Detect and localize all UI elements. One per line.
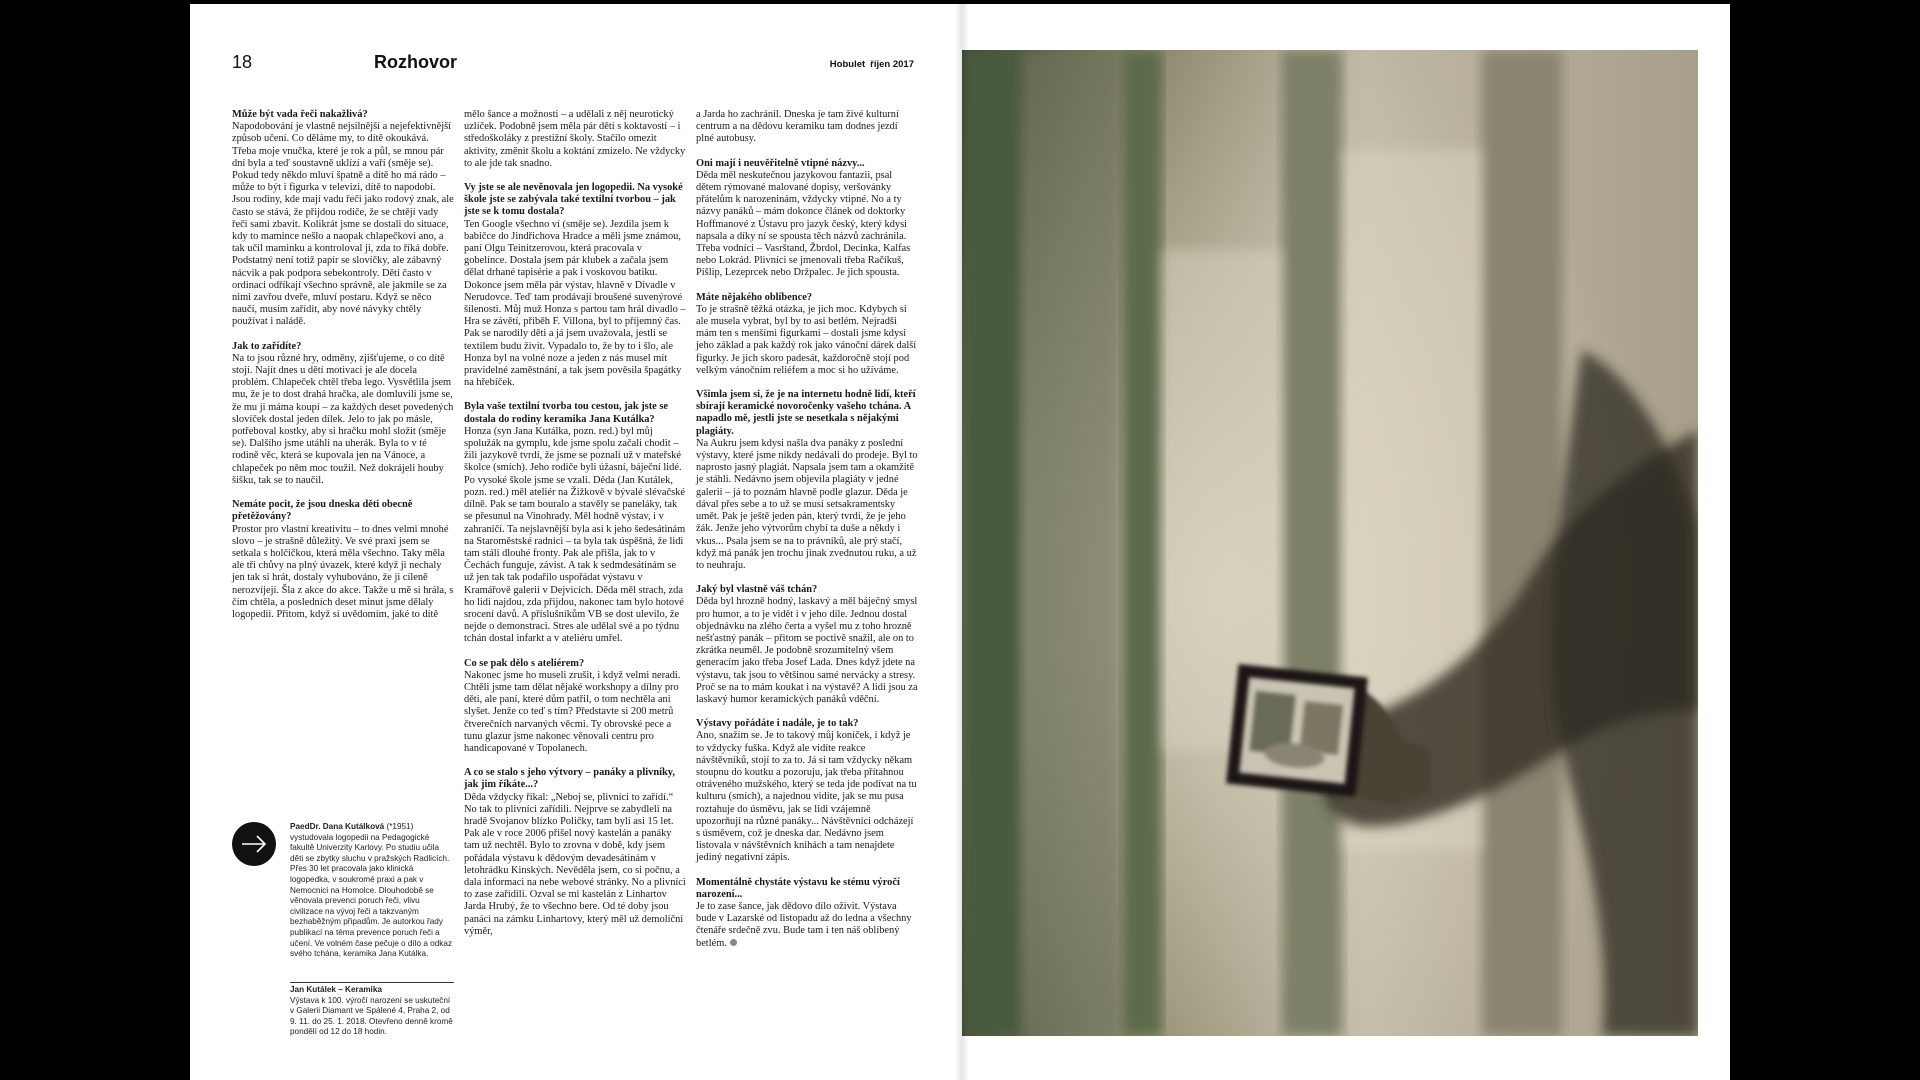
- answer: Na Aukru jsem kdysi našla dva panáky z poslední výstavy, které jsme nikdy nedávali do prodeje. Byl to naprosto jasný plagiát. Napsala jsem tam a okamžitě je stáhli. Nedávno jsem objevila plagiáty v jedné galerii – já to poznám hlavně podle glazur. Děda je dával přes sebe a to už se musí setsakramentsky umět. Pak je ještě jeden pán, který tvrdí, že je jeho žák. Jenže jeho výtvorům chybí ta duše a někdy i vkus... Psala jsem se na to právníků, ale prý stačí, když má panák jen trochu jinak zvednutou ruku, a už to neuhraju.: [696, 437, 918, 571]
- qa-block: [464, 658, 686, 756]
- answer: Prostor pro vlastní kreativitu – to dnes velmi mnohé slovo – je strašně důležitý. Ve své praxi jsem se setkala s holčičkou, která měla všechno. Taky měla ale tři chůvy na plný úvazek, které když ji nechaly jen tak si hrát, dostaly vyhubováno, že ji cíleně nerozvíjejí. Šla z akce do akce. Takže u mě si hrála, s čím chtěla, a posledních deset minut jsme dělaly logopedii. Přitom, když si uvědomím, jaké to dítě: [232, 523, 454, 620]
- answer: [696, 901, 918, 950]
- answer: Honza (syn Jana Kutálka, pozn. red.) byl můj spolužák na gymplu, kde jsme spolu začali chodit – žili jazykově tvrdí, že jsme se poznali už v mateřské školce (smích). Jeho rodiče byli úžasní, báječní lidé. Po vysoké škole jsme se vzali. Děda (Jan Kutálek, pozn. red.) měl ateliér na Žižkově v bývalé slévačské dílně. Pak se tam bouralo a stavěly se paneláky, tak se přesunul na Vinohrady. Měl hodně výstav, i v zahraničí. Ta nejslavnější byla asi k jeho šedesátinám na Staroměstské radnici – ta byla tak úspěšná, že lidi tam stáli dlouhé fronty. Pak ale přišla, jak to v Čechách funguje, závist. A tak k sedmdesátinám se už jen tak tak podařilo uspořádat výstavu v Kramářově galerii v Dejvicích. Děda měl strach, zda ho lidi najdou, zda přijdou, nakonec tam bylo hotové srocení davů. A příslušníkům VB se dost ulevilo, že nejde o demonstraci. Stres ale udělal své a po týdnu tchán dostal infarkt a v ateliéru umřel.: [464, 425, 686, 645]
- section-title: Rozhovor: [374, 52, 457, 72]
- bio-description: (*1951) vystudovala logopedii na Pedagogické fakultě Univerzity Karlovy. Po studiu učila děti se zbytky sluchu v pražských Radlicích. Přes 30 let pracovala jako klinická logopedka, v soukromé praxi a pak v Nemocnici na Homolce. Dlouhodobě se věnovala prevenci poruch řeči, vlivu civilizace na vývoj řeči a takzvaným bezhaběžným připadům. Je autorkou řady publikací na téma prevence poruch řeči a učení. Ve volném čase pečuje o dílo a odkaz svého tchána, keramika Jana Kutálka.: [290, 822, 453, 959]
- question: Výstavy pořádáte i nadále, je to tak?: [696, 718, 859, 730]
- exhibition-text: Výstava k 100. výročí narození se uskuteční v Galerii Diamant ve Spálené 4, Praha 2, od 9. 11. do 25. 1. 2018. Otevřeno denně kromě pondělí od 12 do 18 hodin.: [290, 995, 453, 1037]
- bio-text: [290, 822, 454, 960]
- answer: Děda měl neskutečnou jazykovou fantazii, psal dětem rýmované malované dopisy, veršovánky přátelům k narozeninám, vždycky vtipné. No a ty názvy panáků – mám dokonce článek od doktorky Hoffmanové z Ústavu pro jazyk český, který kdysi napsala a díky ní se spousta těch názvů zachránila. Třeba vodníci – Vasrštand, Žbrdol, Decinka, Kalfas nebo Lokrád. Plivníci se jmenovali třeba Račíkuš, Pišlip, Lezeprcek nebo Držpalec. Je jich spousta.: [696, 169, 911, 279]
- right-page: [962, 4, 1730, 1080]
- question: Může být vada řeči nakažlivá?: [232, 109, 368, 120]
- question: Nemáte pocit, že jsou dneska děti obecně přetěžovány?: [232, 499, 413, 523]
- answer: Nakonec jsme ho museli zrušit, i když velmi neradi. Chtěli jsme tam dělat nějaké workshopy a dílny pro děti, ale paní, které dům patřil, o tom nechtěla ani slyšet. Jenže co teď s tím? Představte si 200 metrů čtverečních narvaných věcmi. Ty obrovské pece a tunu glazur jsme nakonec věnovali centru pro handicapované v Topolanech.: [464, 669, 681, 754]
- answer: Ten Google všechno ví (směje se). Jezdila jsem k babičce do Jindřichova Hradce a měli jsme známou, paní Olgu Teinitzerovou, která pracovala v gobelínce. Dostala jsem pár klubek a začala jsem dělat drhané tapisérie a pak i voskovou batiku. Dokonce jsem měla pár výstav, hlavně v Divadle v Nerudovce. Teď tam prodávají broušené suvenýrové šílenosti. Můj muž Honza s partou tam hrál divadlo – Hra se závětí, příběh F. Villona, byl to příjemný čas. Pak se narodily děti a já jsem uvažovala, jestli se textilem budu živit. Vypadalo to, že by to i šlo, ale Honza byl na volné noze a jeden z nás musel mít pravidelné zaměstnání, a tak jsem pověsila špagátky na hřebíček.: [464, 218, 686, 389]
- qa-block: [464, 182, 686, 389]
- article-column-1: [232, 109, 454, 633]
- qa-block: [232, 341, 454, 487]
- left-page: [190, 4, 962, 1080]
- answer-text: Je to zase šance, jak dědovo dílo oživit. Výstava bude v Lazarské od listopadu až do ledna a všechny čtenáře srdečně zvu. Bude tam i ten náš oblíbený betlém.: [696, 900, 912, 949]
- page-number: 18: [232, 52, 253, 72]
- answer: To je strašně těžká otázka, je jich moc. Kdybych si ale musela vybrat, byl by to asi betlém. Nejradši mám ten s menšími figurkami – dostali jsme kdysi jeho základ a pak každý rok jako vánoční dárek další figurky. Je jich skoro padesát, každoročně stojí pod velkým vánočním reliéfem a moc si ho užíváme.: [696, 303, 917, 376]
- qa-block: [696, 718, 918, 864]
- qa-block: [696, 877, 918, 950]
- bio-name: PaedDr. Dana Kutálková: [290, 822, 385, 831]
- question: Jak to zařídíte?: [232, 340, 302, 352]
- qa-block: [232, 499, 454, 621]
- qa-block: [464, 767, 686, 938]
- question: Oni mají i neuvěřitelně vtipné názvy...: [696, 157, 865, 169]
- article-column-2: [464, 109, 686, 950]
- question: Byla vaše textilní tvorba tou cestou, jak jste se dostala do rodiny keramika Jana Kutálka?: [464, 401, 669, 425]
- issue-date: říjen 2017: [870, 59, 914, 70]
- answer: Ano, snažím se. Je to takový můj koníček, i když je to vždycky fuška. Když ale vidíte reakce návštěvníků, stojí to za to. Já si tam vždycky někam stoupnu do koutku a pozoruju, jak třeba přítahnou otráveného mužského, který se teda jde podívat na tu kulturu (smích), a najednou vidíte, jak se mu pusa roztahuje do úsměvu, jak se lidi vzájemně upozorňují na různé panáky... Návštěvníci odcházejí s úsměvem, což je dneska dar. Nedávno jsem listovala v návštěvních knihách a tam nenajdete jediný negativní zápis.: [696, 730, 917, 864]
- qa-block: [696, 389, 918, 572]
- exhibition-info: [290, 982, 454, 1038]
- question: A co se stalo s jeho výtvory – panáky a plivníky, jak jim říkáte...?: [464, 767, 676, 791]
- qa-block: [696, 158, 918, 280]
- photo-hand-holding-picture: [962, 50, 1698, 1036]
- question: Všimla jsem si, že je na internetu hodně lidí, kteří sbírají keramické novoročenky vašeho tchána. A napadlo mě, jestli jste se nesetkala s nějakými plagiáty.: [696, 389, 916, 437]
- qa-block: [464, 401, 686, 645]
- article-column-3: [696, 109, 918, 962]
- answer: Na to jsou různé hry, odměny, zjišťujeme, o co dítě stojí. Najít dnes u dětí motivaci je ale docela problém. Chlapeček chtěl třeba lego. Vysvětlila jsem mu, že je to dost drahá hračka, ale domluvili jsme se, že mu ji máma koupí – za každých deset povedených slovíček dostal jeden dílek. Jelo to jak po másle, potřeboval kostky, aby si hračku mohl složit (směje se). Dalšího jsme utáhli na uherák. Byla to v té rodině věc, která se kupovala jen na Vánoce, a chlapeček po něm moc toužil. Než dokrájeli houby šišku, tak se to naučil.: [232, 352, 454, 486]
- qa-block: [696, 292, 918, 377]
- qa-block: [232, 109, 454, 329]
- answer: Děda vždycky říkal: „Neboj se, plivníci to zařídí.“ No tak to plivníci zařídili. Nejprve se zabydleli na hradě Svojanov blízko Poličky, tam byli asi 15 let. Pak ale v roce 2006 přišel nový kastelán a panáky tam už nechtěl. Bylo to zrovna v době, kdy jsem pořádala výstavu k dědovým devadesátinám v letohrádku Kinských. Nevěděla jsem, co si počnu, a dala informaci na nebe webové stránky. No a plivníci to zase zařídili. Ozval se mi kastelán z Linhartov Jarda Hrubý, že to všechno bere. Od té doby jsou panáci na zámku Linhartovy, který měl už demoliční výměr,: [464, 791, 686, 937]
- question: Jaký byl vlastně váš tchán?: [696, 584, 818, 596]
- qa-block: [464, 109, 686, 170]
- question: Co se pak dělo s ateliérem?: [464, 657, 585, 669]
- question: Momentálně chystáte výstavu ke stému výročí narození...: [696, 876, 900, 900]
- answer: Napodobování je vlastně nejsilnější a nejefektivnější způsob učení. Co děláme my, to dítě okoukává. Třeba moje vnučka, které je rok a půl, se mnou pár dní byla a teď soustavně uklízí a vaří (směje se). Pokud tedy někdo mluví špatně a dítě ho má rádo – může to být i figurka v televizi, dítě to napodobí. Jsou rodiny, kde mají vadu řeči jako rodový znak, ale často se stává, že přijdou rodiče, že se chtějí vady řeči sami zbavit. Kolikrát jsme se dostali do situace, kdy to mamince nešlo a naopak chlapečkovi ano, a tak učil maminku a kontroloval ji, zda to říká dobře. Podstatný není totiž papír se slovíčky, ale zábavný nácvik a pak podpora sebekontroly. Děti často v ordinaci odříkají všechno správně, ale jakmile se za nimi zavřou dveře, mluví postaru. Když se něco naučí, musím zařídit, aby nové návyky chtěly používat i naládě.: [232, 121, 454, 328]
- magazine-name: Hobulet: [829, 59, 866, 70]
- answer: a Jarda ho zachránil. Dneska je tam živé kulturní centrum a na dědovu keramiku tam dodnes jezdí plné autobusy.: [696, 109, 899, 145]
- question: Vy jste se ale nevěnovala jen logopedii. Na vysoké škole jste se zabývala také textilní tvorbou – jak jste se k tomu dostala?: [464, 182, 683, 218]
- masthead: [830, 59, 914, 70]
- answer: mělo šance a možnosti – a udělali z něj neurotický uzlíček. Podobně jsem měla pár dětí s koktavostí – i středoškoláky z prestižní školy. Stačilo omezit aktivity, změnit školu a koktání zmizelo. Ne vždycky to ale jde tak snadno.: [464, 109, 686, 169]
- qa-block: [696, 584, 918, 706]
- end-mark-icon: [730, 939, 737, 946]
- question: Máte nějakého oblíbence?: [696, 291, 813, 303]
- answer: Děda byl hrozně hodný, laskavý a měl báječný smysl pro humor, a to je vidět i v jeho díle. Jednou dostal objednávku na zlého čerta a vyšel mu z toho hrozně nešťastný panák – přitom se poctivě snažil, ale on to zkrátka neuměl. Je podobně srozumitelný všem generacím jako třeba Josef Lada. Dnes když jdete na výstavu, tak jsou to většinou samé nervácky a stresy. Proč se na to mám koukat i na výstavě? A lidi jsou za laskavý humor keramických panáků vděční.: [696, 596, 918, 705]
- exhibition-title: Jan Kutálek – Keramika: [290, 982, 454, 996]
- arrow-right-icon: [232, 822, 276, 866]
- qa-block: [696, 109, 918, 146]
